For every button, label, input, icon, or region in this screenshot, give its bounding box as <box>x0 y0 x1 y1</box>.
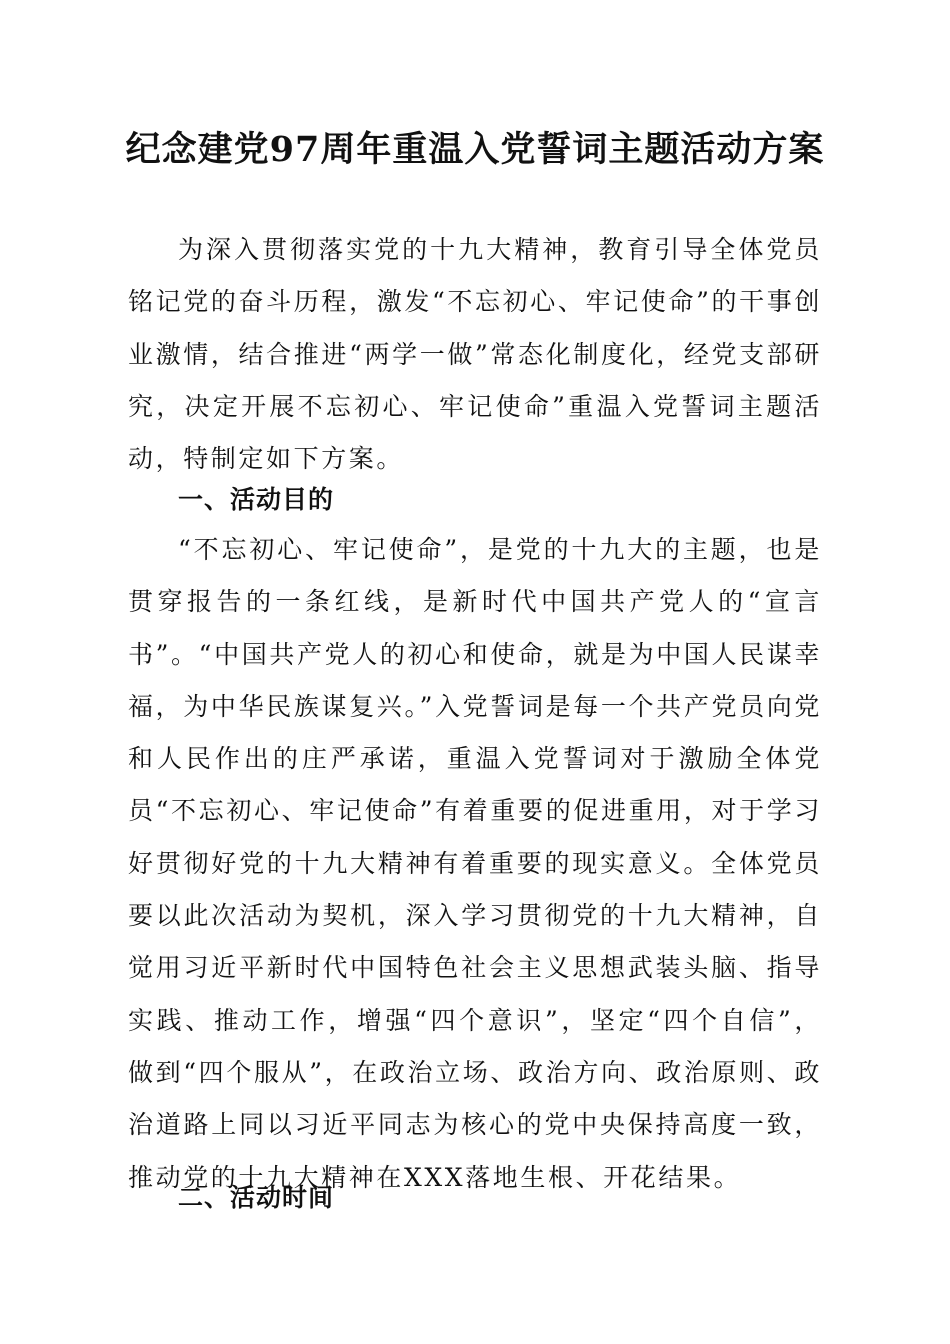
intro-paragraph: 为深入贯彻落实党的十九大精神，教育引导全体党员铭记党的奋斗历程，激发“不忘初心、牢记使命”的干事创业激情，结合推进“两学一做”常态化制度化，经党支部研究，决定开展不忘初心、牢记使命”重温入党誓词主题活动，特制定如下方案。 <box>128 235 822 474</box>
section-heading-purpose: 一、活动目的 <box>178 485 335 514</box>
document-title: 纪念建党97周年重温入党誓词主题活动方案 <box>125 129 825 170</box>
section-paragraph-purpose: “不忘初心、牢记使命”，是党的十九大的主题，也是贯穿报告的一条红线，是新时代中国共产党人的“宣言书”。“中国共产党人的初心和使命，就是为中国人民谋幸福，为中华民族谋复兴。”入党誓词是每一个共产党员向党和人民作出的庄严承诺，重温入党誓词对于激励全体党员“不忘初心、牢记使命”有着重要的促进重用，对于学习好贯彻好党的十九大精神有着重要的现实意义。全体党员要以此次活动为契机，深入学习贯彻党的十九大精神，自觉用习近平新时代中国特色社会主义思想武装头脑、指导实践、推动工作，增强“四个意识”，坚定“四个自信”，做到“四个服从”，在政治立场、政治方向、政治原则、政治道路上同以习近平同志为核心的党中央保持高度一致，推动党的十九大精神在XXX落地生根、开花结果。 <box>128 535 822 1192</box>
section-heading-time: 二、活动时间 <box>178 1183 335 1212</box>
